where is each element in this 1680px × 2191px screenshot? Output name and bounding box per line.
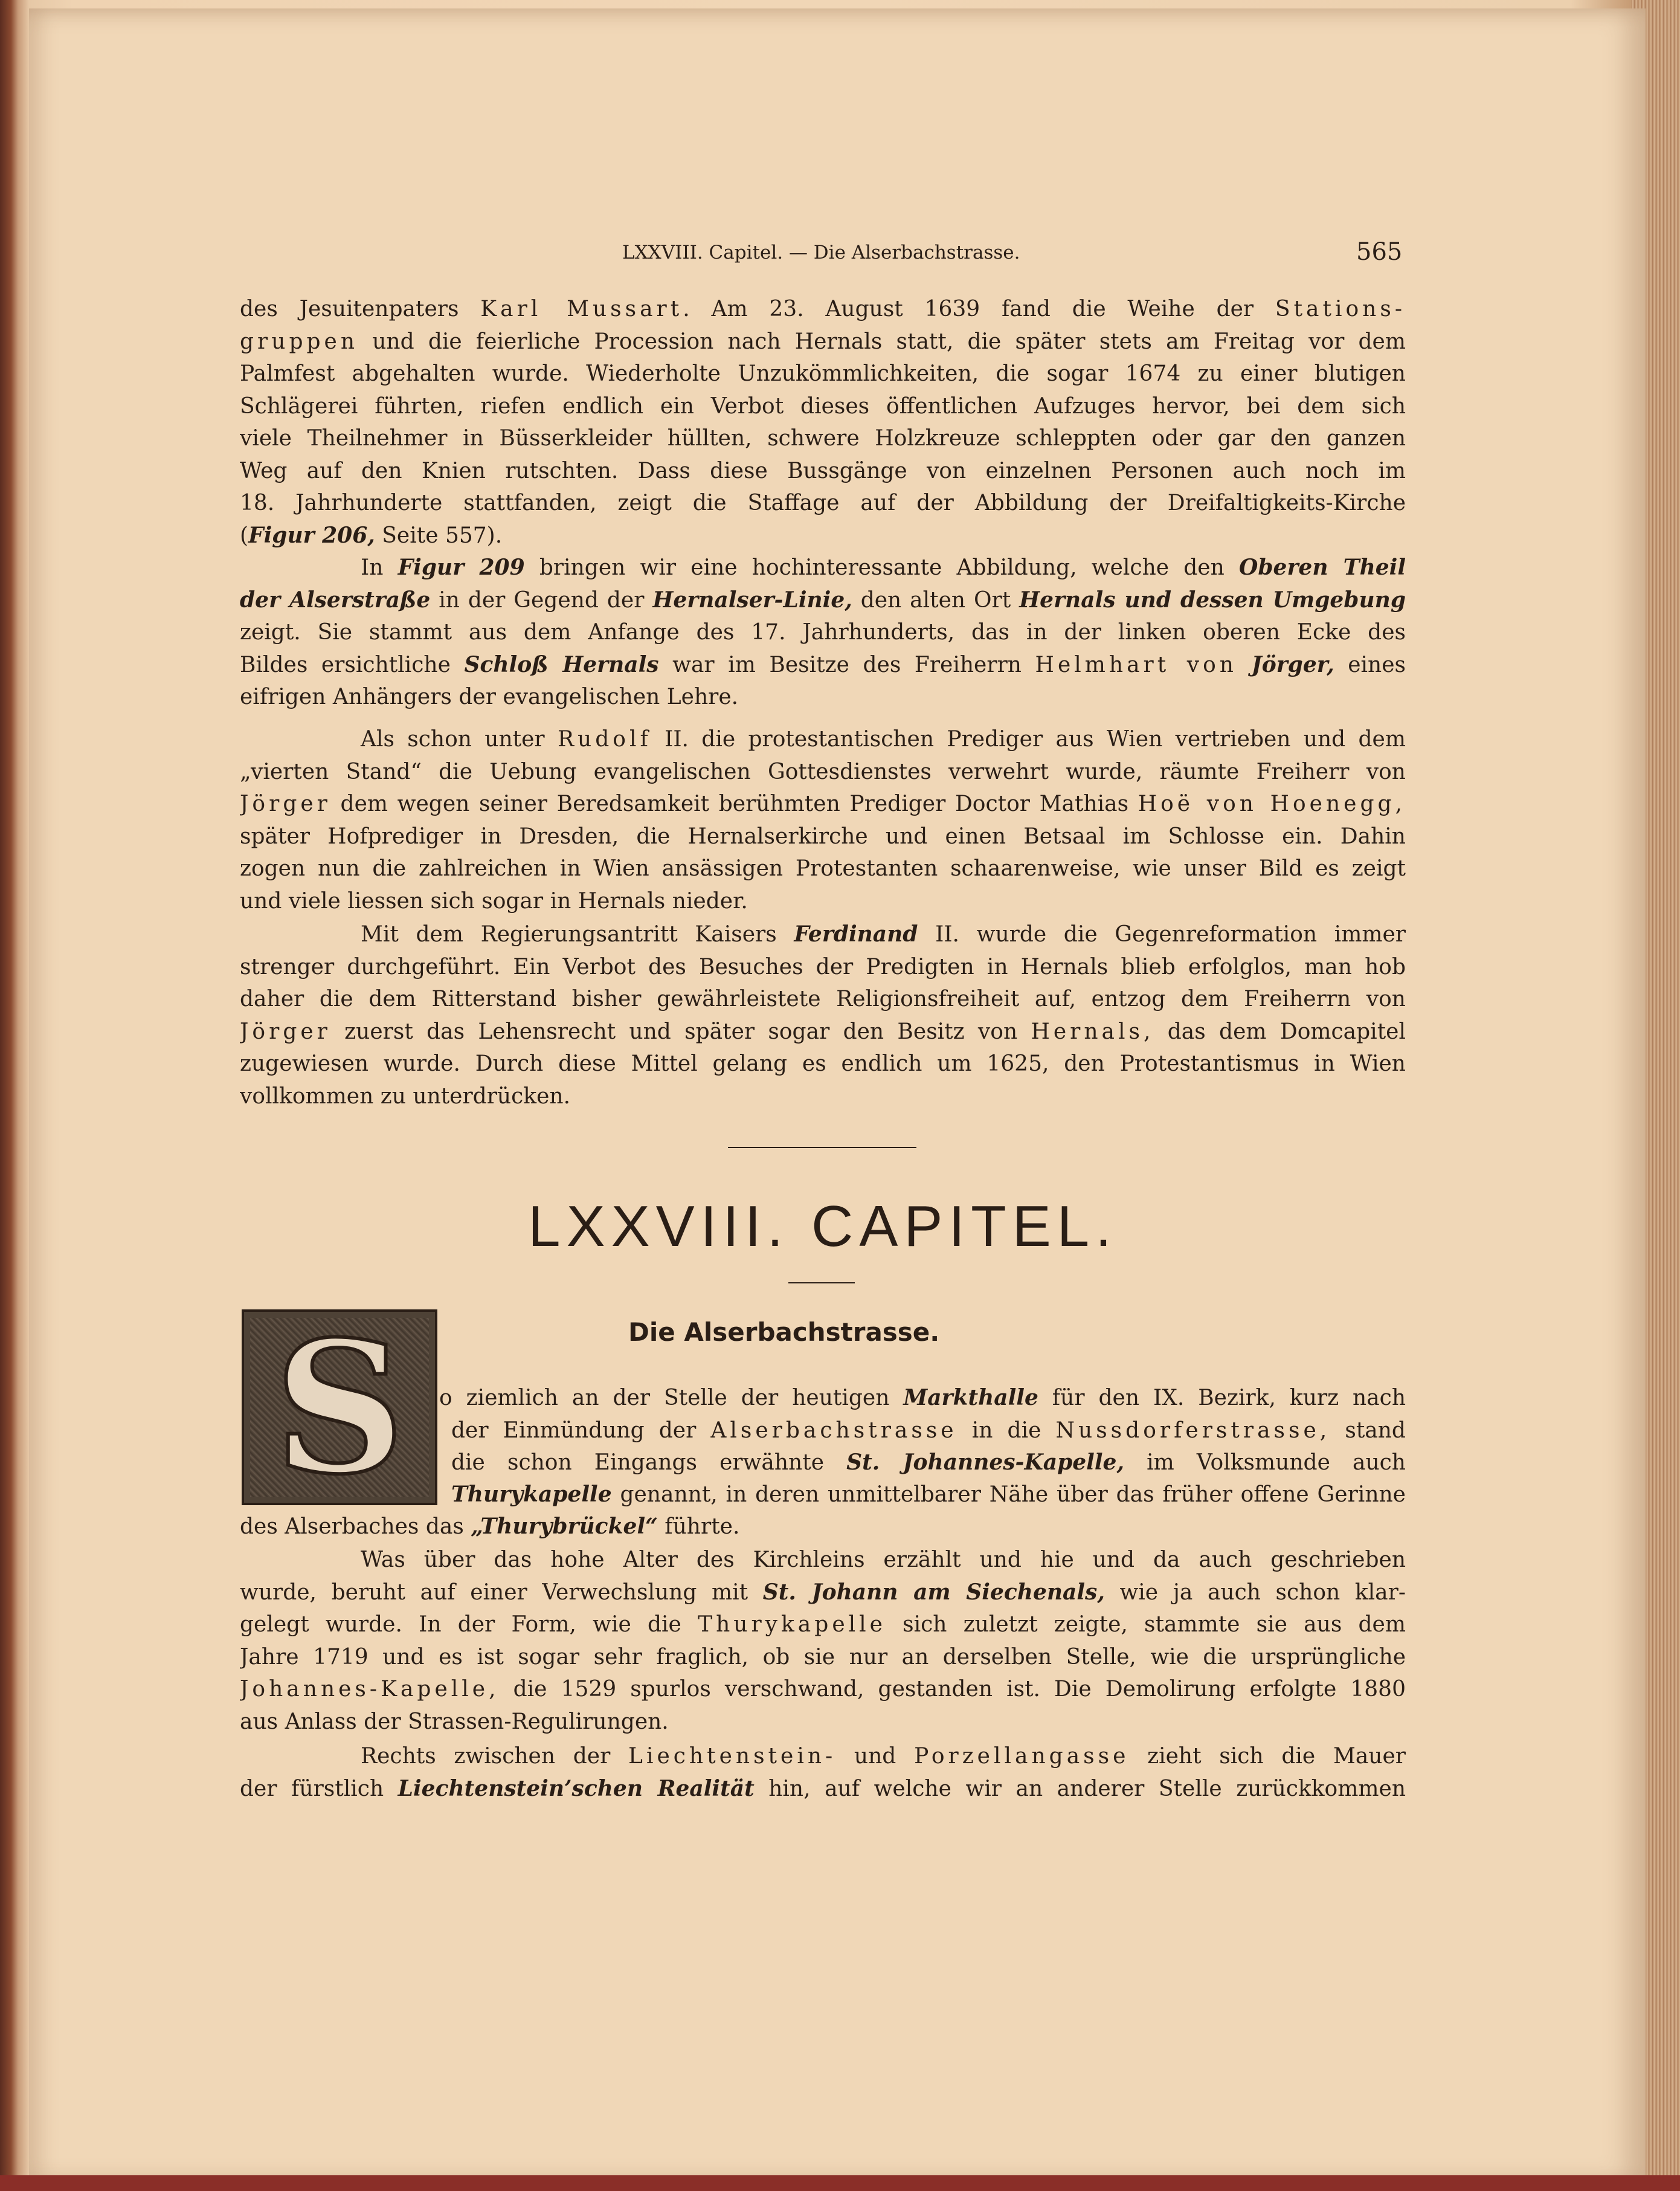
text-line: wurde, beruht auf einer Verwechslung mit St. Johann am Siechenals, wie ja auch schon klar-: [240, 1579, 1406, 1605]
initial-letter: S: [274, 1300, 405, 1514]
paragraph-liechtenstein: [240, 1740, 1406, 1805]
text-line: Jörger zuerst das Lehensrecht und später sogar den Besitz von Hernals, das dem Domcapitel: [240, 1019, 1406, 1044]
running-title: LXXVIII. Capitel. — Die Alserbachstrasse.: [622, 242, 1020, 263]
text-line: o ziemlich an der Stelle der heutigen Markthalle für den IX. Bezirk, kurz nach: [439, 1385, 1406, 1410]
paragraph-ferdinand: [240, 918, 1406, 1112]
text-line: „vierten Stand“ die Uebung evangelischen Gottesdienstes verwehrt wurde, räumte Freiherr von: [240, 759, 1406, 784]
running-header: [622, 238, 1408, 272]
text-line: Als schon unter Rudolf II. die protestantischen Prediger aus Wien vertrieben und dem: [361, 727, 1406, 752]
text-line: aus Anlass der Strassen-Regulirungen.: [240, 1709, 669, 1734]
chapter-title: LXXVIII. CAPITEL.: [528, 1194, 1118, 1259]
text-line: später Hofprediger in Dresden, die Hernalserkirche und einen Betsaal im Schlosse ein. Dahin: [240, 824, 1406, 849]
page-number: 565: [1356, 238, 1403, 266]
text-line: der Alserstraße in der Gegend der Hernalser-Linie, den alten Ort Hernals und dessen Umgebung: [240, 587, 1406, 613]
figure-reference: Figur 206,: [248, 522, 375, 548]
text-line: (Figur 206, Seite 557).: [240, 522, 503, 548]
text-line: vollkommen zu unterdrücken.: [240, 1083, 571, 1109]
text-line: Schlägerei führten, riefen endlich ein Verbot dieses öffentlichen Aufzuges hervor, bei dem sich: [240, 393, 1406, 419]
paragraph-intro-line5: [240, 1511, 1406, 1543]
text-line: der Einmündung der Alserbachstrasse in die Nussdorferstrasse, stand: [451, 1418, 1406, 1443]
text-line: Bildes ersichtliche Schloß Hernals war im Besitze des Freiherrn Helmhart von Jörger, eines: [240, 651, 1406, 677]
text-line: zugewiesen wurde. Durch diese Mittel gelang es endlich um 1625, den Protestantismus in Wien: [240, 1051, 1406, 1076]
text-line: der fürstlich Liechtenstein’schen Realität hin, auf welche wir an anderer Stelle zurückkommen: [240, 1775, 1406, 1801]
text-line: strenger durchgeführt. Ein Verbot des Besuches der Predigten in Hernals blieb erfolglos, man hob: [240, 954, 1406, 979]
text-line: eifrigen Anhängers der evangelischen Lehre.: [240, 685, 739, 709]
text-line: und viele liessen sich sogar in Hernals nieder.: [240, 888, 748, 914]
paragraph-intro-line4: [451, 1479, 1406, 1511]
text-line: Weg auf den Knien rutschten. Dass diese Bussgänge von einzelnen Personen auch noch im: [240, 458, 1406, 483]
text-line: Thurykapelle genannt, in deren unmittelbarer Nähe über das früher offene Gerinne: [451, 1482, 1406, 1507]
text-line: zogen nun die zahlreichen in Wien ansässigen Protestanten schaarenweise, wie unser Bild es zeigt: [240, 856, 1406, 881]
title-divider: [788, 1282, 855, 1283]
text-line: des Alserbaches das „Thurybrückel“ führte.: [240, 1514, 740, 1539]
book-cover-edge: [0, 2175, 1680, 2191]
text-line: gelegt wurde. In der Form, wie die Thurykapelle sich zuletzt zeigte, stammte sie aus dem: [240, 1612, 1406, 1637]
text-line: Jahre 1719 und es ist sogar sehr fraglich, ob sie nur an derselben Stelle, wie die ursprüngliche: [240, 1644, 1406, 1670]
paragraph-alter: [240, 1544, 1406, 1738]
text-line: zeigt. Sie stammt aus dem Anfange des 17. Jahrhunderts, das in der linken oberen Ecke des: [240, 620, 1406, 645]
text-line: viele Theilnehmer in Büsserkleider hüllten, schwere Holzkreuze schleppten oder gar den ganzen: [240, 426, 1406, 451]
chapter-subtitle: Die Alserbachstrasse.: [628, 1317, 940, 1347]
text-line: Jörger dem wegen seiner Beredsamkeit berühmten Prediger Doctor Mathias Hoë von Hoenegg,: [240, 792, 1406, 816]
text-line: Was über das hohe Alter des Kirchleins erzählt und hie und da auch geschrieben: [361, 1547, 1406, 1572]
text-line: des Jesuitenpaters Karl Mussart. Am 23. August 1639 fand die Weihe der Stations-: [240, 297, 1406, 321]
paragraph-figure-209: [240, 552, 1406, 714]
text-line: Johannes-Kapelle, die 1529 spurlos verschwand, gestanden ist. Die Demolirung erfolgte 1880: [240, 1677, 1406, 1702]
text-line: gruppen und die feierliche Procession nach Hernals statt, die später stets am Freitag vor dem: [240, 329, 1406, 354]
text-line: In Figur 209 bringen wir eine hochinteressante Abbildung, welche den Oberen Theil: [361, 555, 1406, 580]
decorative-initial: [242, 1300, 437, 1514]
text-line: daher die dem Ritterstand bisher gewährleistete Religionsfreiheit auf, entzog dem Freiherrn von: [240, 987, 1406, 1012]
paragraph-intro: [439, 1382, 1406, 1479]
text-line: Mit dem Regierungsantritt Kaisers Ferdinand II. wurde die Gegenreformation immer: [361, 921, 1406, 947]
section-divider: [728, 1147, 916, 1148]
text-line: die schon Eingangs erwähnte St. Johannes-Kapelle, im Volksmunde auch: [451, 1450, 1406, 1475]
text-line: Rechts zwischen der Liechtenstein- und Porzellangasse zieht sich die Mauer: [361, 1744, 1406, 1769]
figure-reference: Figur 209: [397, 555, 525, 580]
paragraph-continuation: [240, 293, 1406, 552]
text-line: 18. Jahrhunderte stattfanden, zeigt die Staffage auf der Abbildung der Dreifaltigkeits-Kirche: [240, 491, 1406, 515]
paragraph-rudolf: [240, 723, 1406, 917]
text-line: Palmfest abgehalten wurde. Wiederholte Unzukömmlichkeiten, die sogar 1674 zu einer blutigen: [240, 361, 1406, 386]
